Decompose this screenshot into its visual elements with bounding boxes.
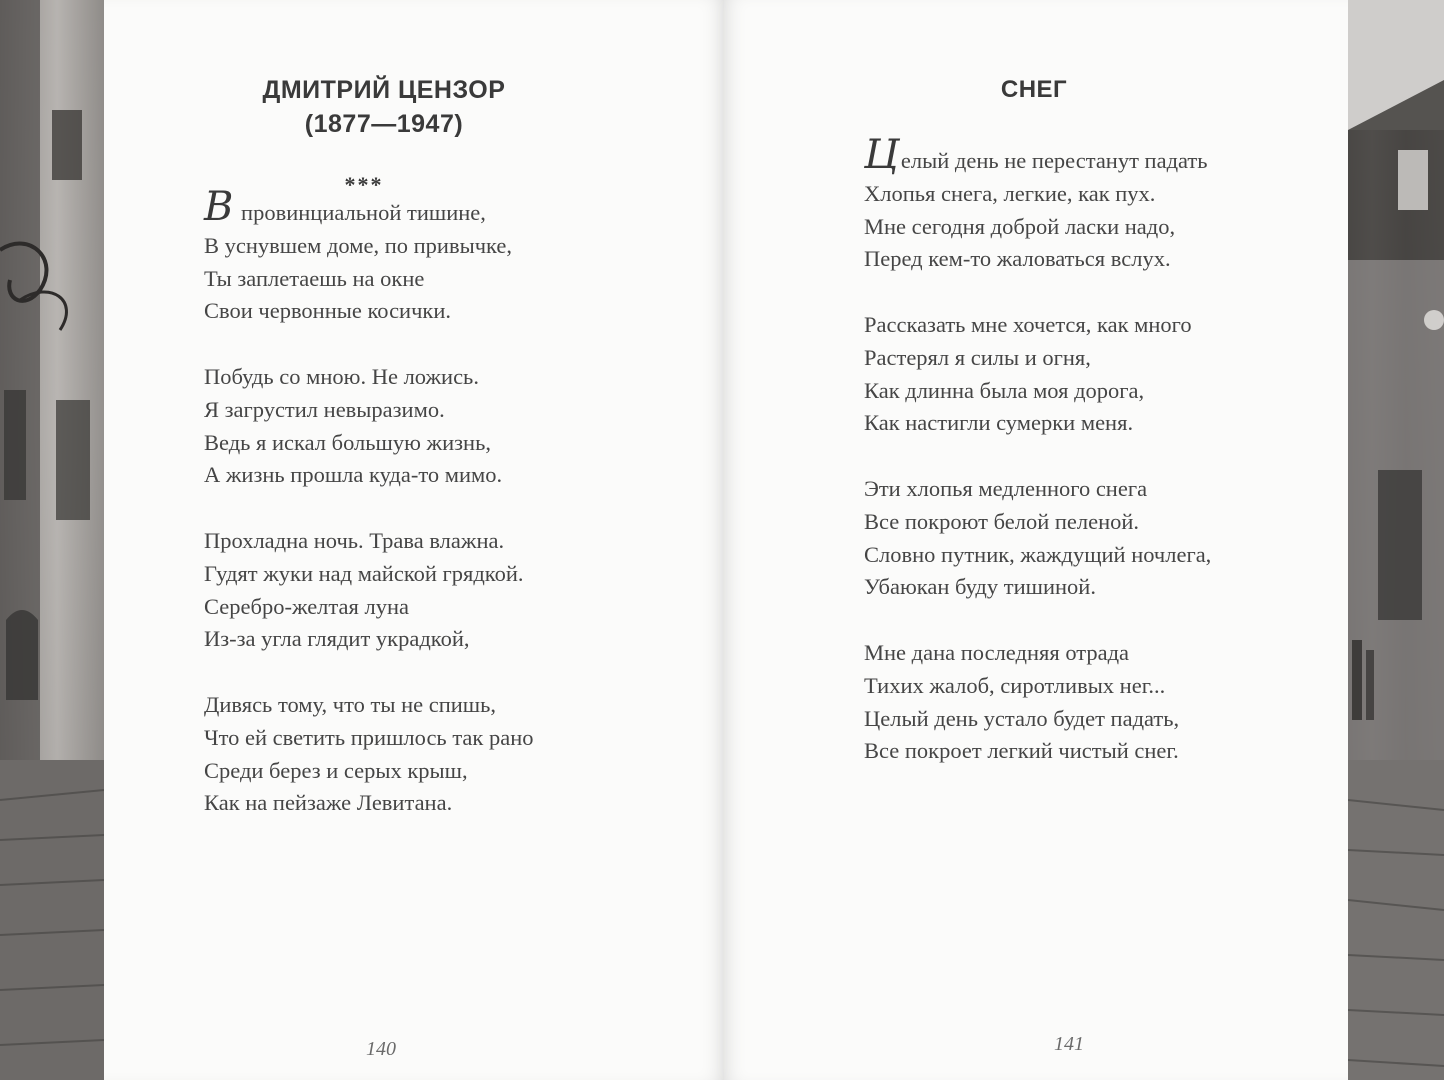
poem-line: Рассказать мне хочется, как много xyxy=(864,311,1192,337)
poem-line-text: елый день не перестанут падать xyxy=(900,148,1208,173)
poem-line: Что ей светить пришлось так рано xyxy=(204,724,534,750)
poem-line: Убаюкан буду тишиной. xyxy=(864,574,1096,600)
drop-cap: В xyxy=(204,184,234,230)
poem-line xyxy=(204,184,534,230)
stanza xyxy=(204,361,534,492)
poem-line: Мне сегодня доброй ласки надо, xyxy=(864,213,1176,239)
untitled-poem-ornament: *** xyxy=(344,172,384,197)
stanza xyxy=(204,689,534,820)
poem-line: Гудят жуки над майской грядкой. xyxy=(204,560,524,586)
poem-line: Серебро-желтая луна xyxy=(204,593,409,619)
author-name: ДМИТРИЙ ЦЕНЗОР xyxy=(262,76,506,104)
poem-line: Мне дана последняя отрада xyxy=(864,639,1130,665)
poem-body xyxy=(204,184,534,853)
poem-line: Словно путник, жаждущий ночлега, xyxy=(864,541,1212,567)
poem-line: Все покроют белой пеленой. xyxy=(864,508,1140,534)
page-number: 140 xyxy=(366,1038,396,1060)
stanza xyxy=(864,132,1211,276)
poem-line: Как настигли сумерки меня. xyxy=(864,410,1134,436)
poem-line: Побудь со мною. Не ложись. xyxy=(204,363,479,389)
poem-line: Я загрустил невыразимо. xyxy=(204,396,445,422)
poem-line: Растерял я силы и огня, xyxy=(864,344,1091,370)
poem-body xyxy=(864,132,1212,801)
poem-line: Все покроет легкий чистый снег. xyxy=(864,738,1179,764)
poem-line: Прохладна ночь. Трава влажна. xyxy=(204,527,505,553)
poem-line: Свои червонные косички. xyxy=(204,298,452,324)
poem-line: А жизнь прошла куда-то мимо. xyxy=(204,462,503,488)
street-scene-left-image xyxy=(0,0,104,1080)
right-page xyxy=(724,0,1348,1080)
drop-cap: Ц xyxy=(864,132,899,178)
left-page xyxy=(104,0,724,1080)
stanza xyxy=(204,525,534,656)
stanza xyxy=(204,184,534,328)
author-years: (1877—1947) xyxy=(304,110,464,138)
poem-line: Ты заплетаешь на окне xyxy=(204,265,425,291)
stanza xyxy=(864,473,1211,604)
poem-line xyxy=(864,132,1211,178)
poem-line-text: провинциальной тишине, xyxy=(235,200,486,225)
poem-line: Эти хлопья медленного снега xyxy=(864,475,1148,501)
street-scene-right-image xyxy=(1348,0,1444,1080)
poem-line: Как на пейзаже Левитана. xyxy=(204,790,453,816)
poem-line: Тихих жалоб, сиротливых нег... xyxy=(864,672,1166,698)
stanza xyxy=(864,309,1211,440)
poem-line: Из-за угла глядит украдкой, xyxy=(204,626,470,652)
poem-line: Как длинна была моя дорога, xyxy=(864,377,1145,403)
poem-line: Ведь я искал большую жизнь, xyxy=(204,429,491,455)
poem-line: В уснувшем доме, по привычке, xyxy=(204,232,512,258)
left-street-illustration xyxy=(0,0,104,1080)
poem-line: Дивясь тому, что ты не спишь, xyxy=(204,691,497,717)
right-street-illustration xyxy=(1348,0,1444,1080)
poem-line: Среди берез и серых крыш, xyxy=(204,757,468,783)
poem-line: Целый день устало будет падать, xyxy=(864,705,1180,731)
poem-line: Хлопья снега, легкие, как пух. xyxy=(864,180,1156,206)
page-number: 141 xyxy=(1054,1033,1084,1055)
poem-title: СНЕГ xyxy=(1000,76,1068,103)
stanza xyxy=(864,637,1211,768)
poem-line: Перед кем-то жаловаться вслух. xyxy=(864,246,1171,272)
